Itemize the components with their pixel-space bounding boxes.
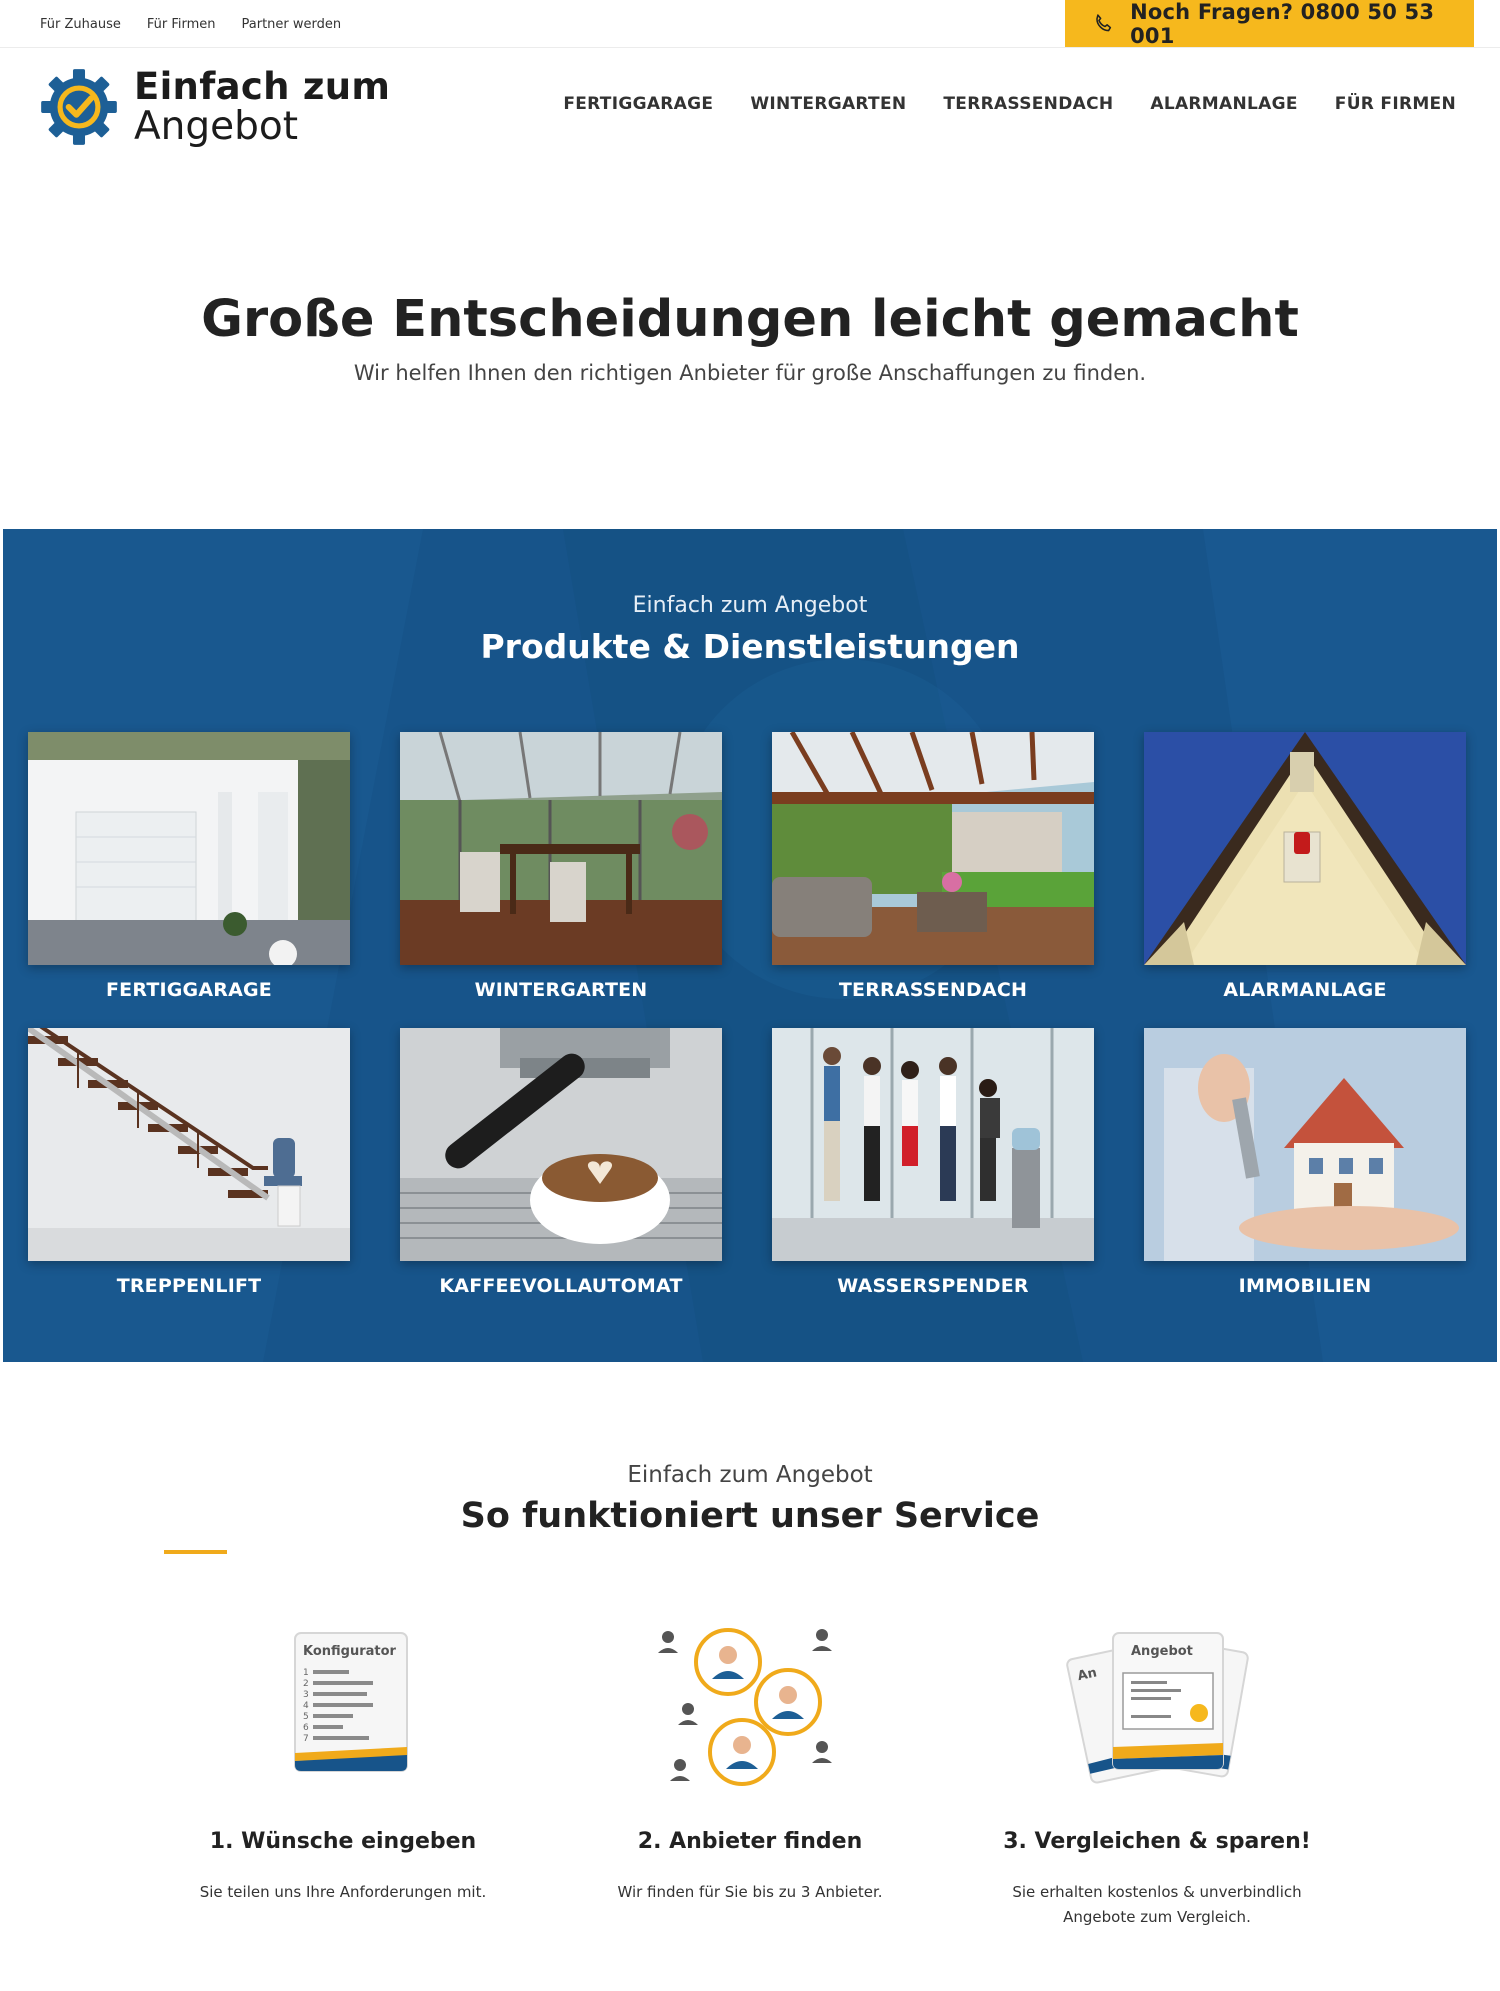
products-section [3, 529, 1497, 1362]
step-text: Sie erhalten kostenlos & unverbindlich Angebote zum Vergleich. [1012, 1883, 1302, 1926]
offer-card-label: Angebot [1131, 1644, 1193, 1659]
product-label[interactable]: IMMOBILIEN [1238, 1275, 1372, 1297]
product-card-terrassendach[interactable] [772, 732, 1094, 1001]
product-label[interactable]: TERRASSENDACH [838, 979, 1028, 1001]
product-card-kaffeevollautomat[interactable] [400, 1028, 722, 1297]
svg-text:1: 1 [303, 1668, 309, 1678]
product-image-alarmanlage[interactable] [1144, 732, 1466, 965]
service-step-3 [957, 1617, 1357, 1930]
step-text: Sie teilen uns Ihre Anforderungen mit. [199, 1883, 487, 1901]
step-title: 1. Wünsche eingeben [209, 1829, 477, 1854]
providers-network-icon [650, 1617, 850, 1787]
svg-text:3: 3 [303, 1690, 309, 1700]
product-image-treppenlift[interactable] [28, 1028, 350, 1261]
step-text: Wir finden für Sie bis zu 3 Anbieter. [617, 1883, 883, 1901]
nav-terrassendach[interactable]: TERRASSENDACH [943, 94, 1114, 114]
product-label[interactable]: WASSERSPENDER [837, 1275, 1029, 1297]
product-card-immobilien[interactable] [1144, 1028, 1466, 1297]
main-nav [563, 94, 1456, 114]
logo-line-1: Einfach zum [134, 65, 391, 108]
product-image-immobilien[interactable] [1144, 1028, 1466, 1261]
svg-text:5: 5 [303, 1712, 309, 1722]
svg-text:4: 4 [303, 1701, 309, 1711]
service-step-1 [143, 1617, 543, 1905]
service-pretitle: Einfach zum Angebot [627, 1462, 873, 1488]
hotline-button[interactable] [1065, 0, 1474, 47]
site-header [0, 48, 1500, 172]
svg-text:2: 2 [303, 1679, 309, 1689]
top-links [40, 0, 341, 48]
gear-check-icon [36, 64, 122, 150]
product-card-wintergarten[interactable] [400, 732, 722, 1001]
product-image-terrassendach[interactable] [772, 732, 1094, 965]
step-title: 2. Anbieter finden [637, 1829, 863, 1854]
offers-comparison-icon [1057, 1617, 1257, 1787]
logo-text [134, 65, 391, 149]
product-label[interactable]: ALARMANLAGE [1223, 979, 1387, 1001]
product-image-kaffeevollautomat[interactable] [400, 1028, 722, 1261]
product-card-wasserspender[interactable] [772, 1028, 1094, 1297]
top-bar [0, 0, 1500, 48]
product-image-fertiggarage[interactable] [28, 732, 350, 965]
product-card-alarmanlage[interactable] [1144, 732, 1466, 1001]
nav-fertiggarage[interactable]: FERTIGGARAGE [563, 94, 714, 114]
product-label[interactable]: WINTERGARTEN [474, 979, 648, 1001]
logo[interactable] [36, 64, 390, 150]
product-card-fertiggarage[interactable] [28, 732, 350, 1001]
product-card-treppenlift[interactable] [28, 1028, 350, 1297]
top-link-fuer-zuhause[interactable]: Für Zuhause [40, 16, 121, 32]
svg-text:7: 7 [303, 1734, 309, 1744]
svg-text:6: 6 [303, 1723, 309, 1733]
hero-title: Große Entscheidungen leicht gemacht [201, 290, 1299, 349]
nav-wintergarten[interactable]: WINTERGARTEN [750, 94, 907, 114]
configurator-icon [243, 1617, 443, 1787]
products-pretitle: Einfach zum Angebot [632, 593, 868, 618]
nav-fuer-firmen[interactable]: FÜR FIRMEN [1334, 94, 1456, 114]
service-title: So funktioniert unser Service [460, 1496, 1040, 1536]
product-label[interactable]: KAFFEEVOLLAUTOMAT [439, 1275, 683, 1297]
nav-alarmanlage[interactable]: ALARMANLAGE [1150, 94, 1298, 114]
phone-icon [1091, 11, 1116, 37]
service-step-2 [550, 1617, 950, 1905]
top-link-fuer-firmen[interactable]: Für Firmen [146, 16, 216, 32]
product-image-wasserspender[interactable] [772, 1028, 1094, 1261]
service-section [0, 1362, 1500, 1991]
configurator-icon-label: Konfigurator [303, 1644, 396, 1659]
products-title: Produkte & Dienstleistungen [480, 627, 1020, 666]
hotline-text: Noch Fragen? 0800 50 53 001 [1130, 0, 1435, 48]
product-label[interactable]: TREPPENLIFT [116, 1275, 262, 1297]
product-image-wintergarten[interactable] [400, 732, 722, 965]
logo-line-2: Angebot [134, 104, 299, 149]
product-label[interactable]: FERTIGGARAGE [106, 979, 272, 1001]
hero-section [0, 172, 1500, 529]
hero-subtitle: Wir helfen Ihnen den richtigen Anbieter für große Anschaffungen zu finden. [353, 361, 1147, 385]
top-link-partner-werden[interactable]: Partner werden [241, 16, 342, 32]
offer-card-back-label: An [1076, 1665, 1099, 1685]
step-title: 3. Vergleichen & sparen! [1003, 1829, 1311, 1854]
accent-divider [164, 1550, 227, 1554]
